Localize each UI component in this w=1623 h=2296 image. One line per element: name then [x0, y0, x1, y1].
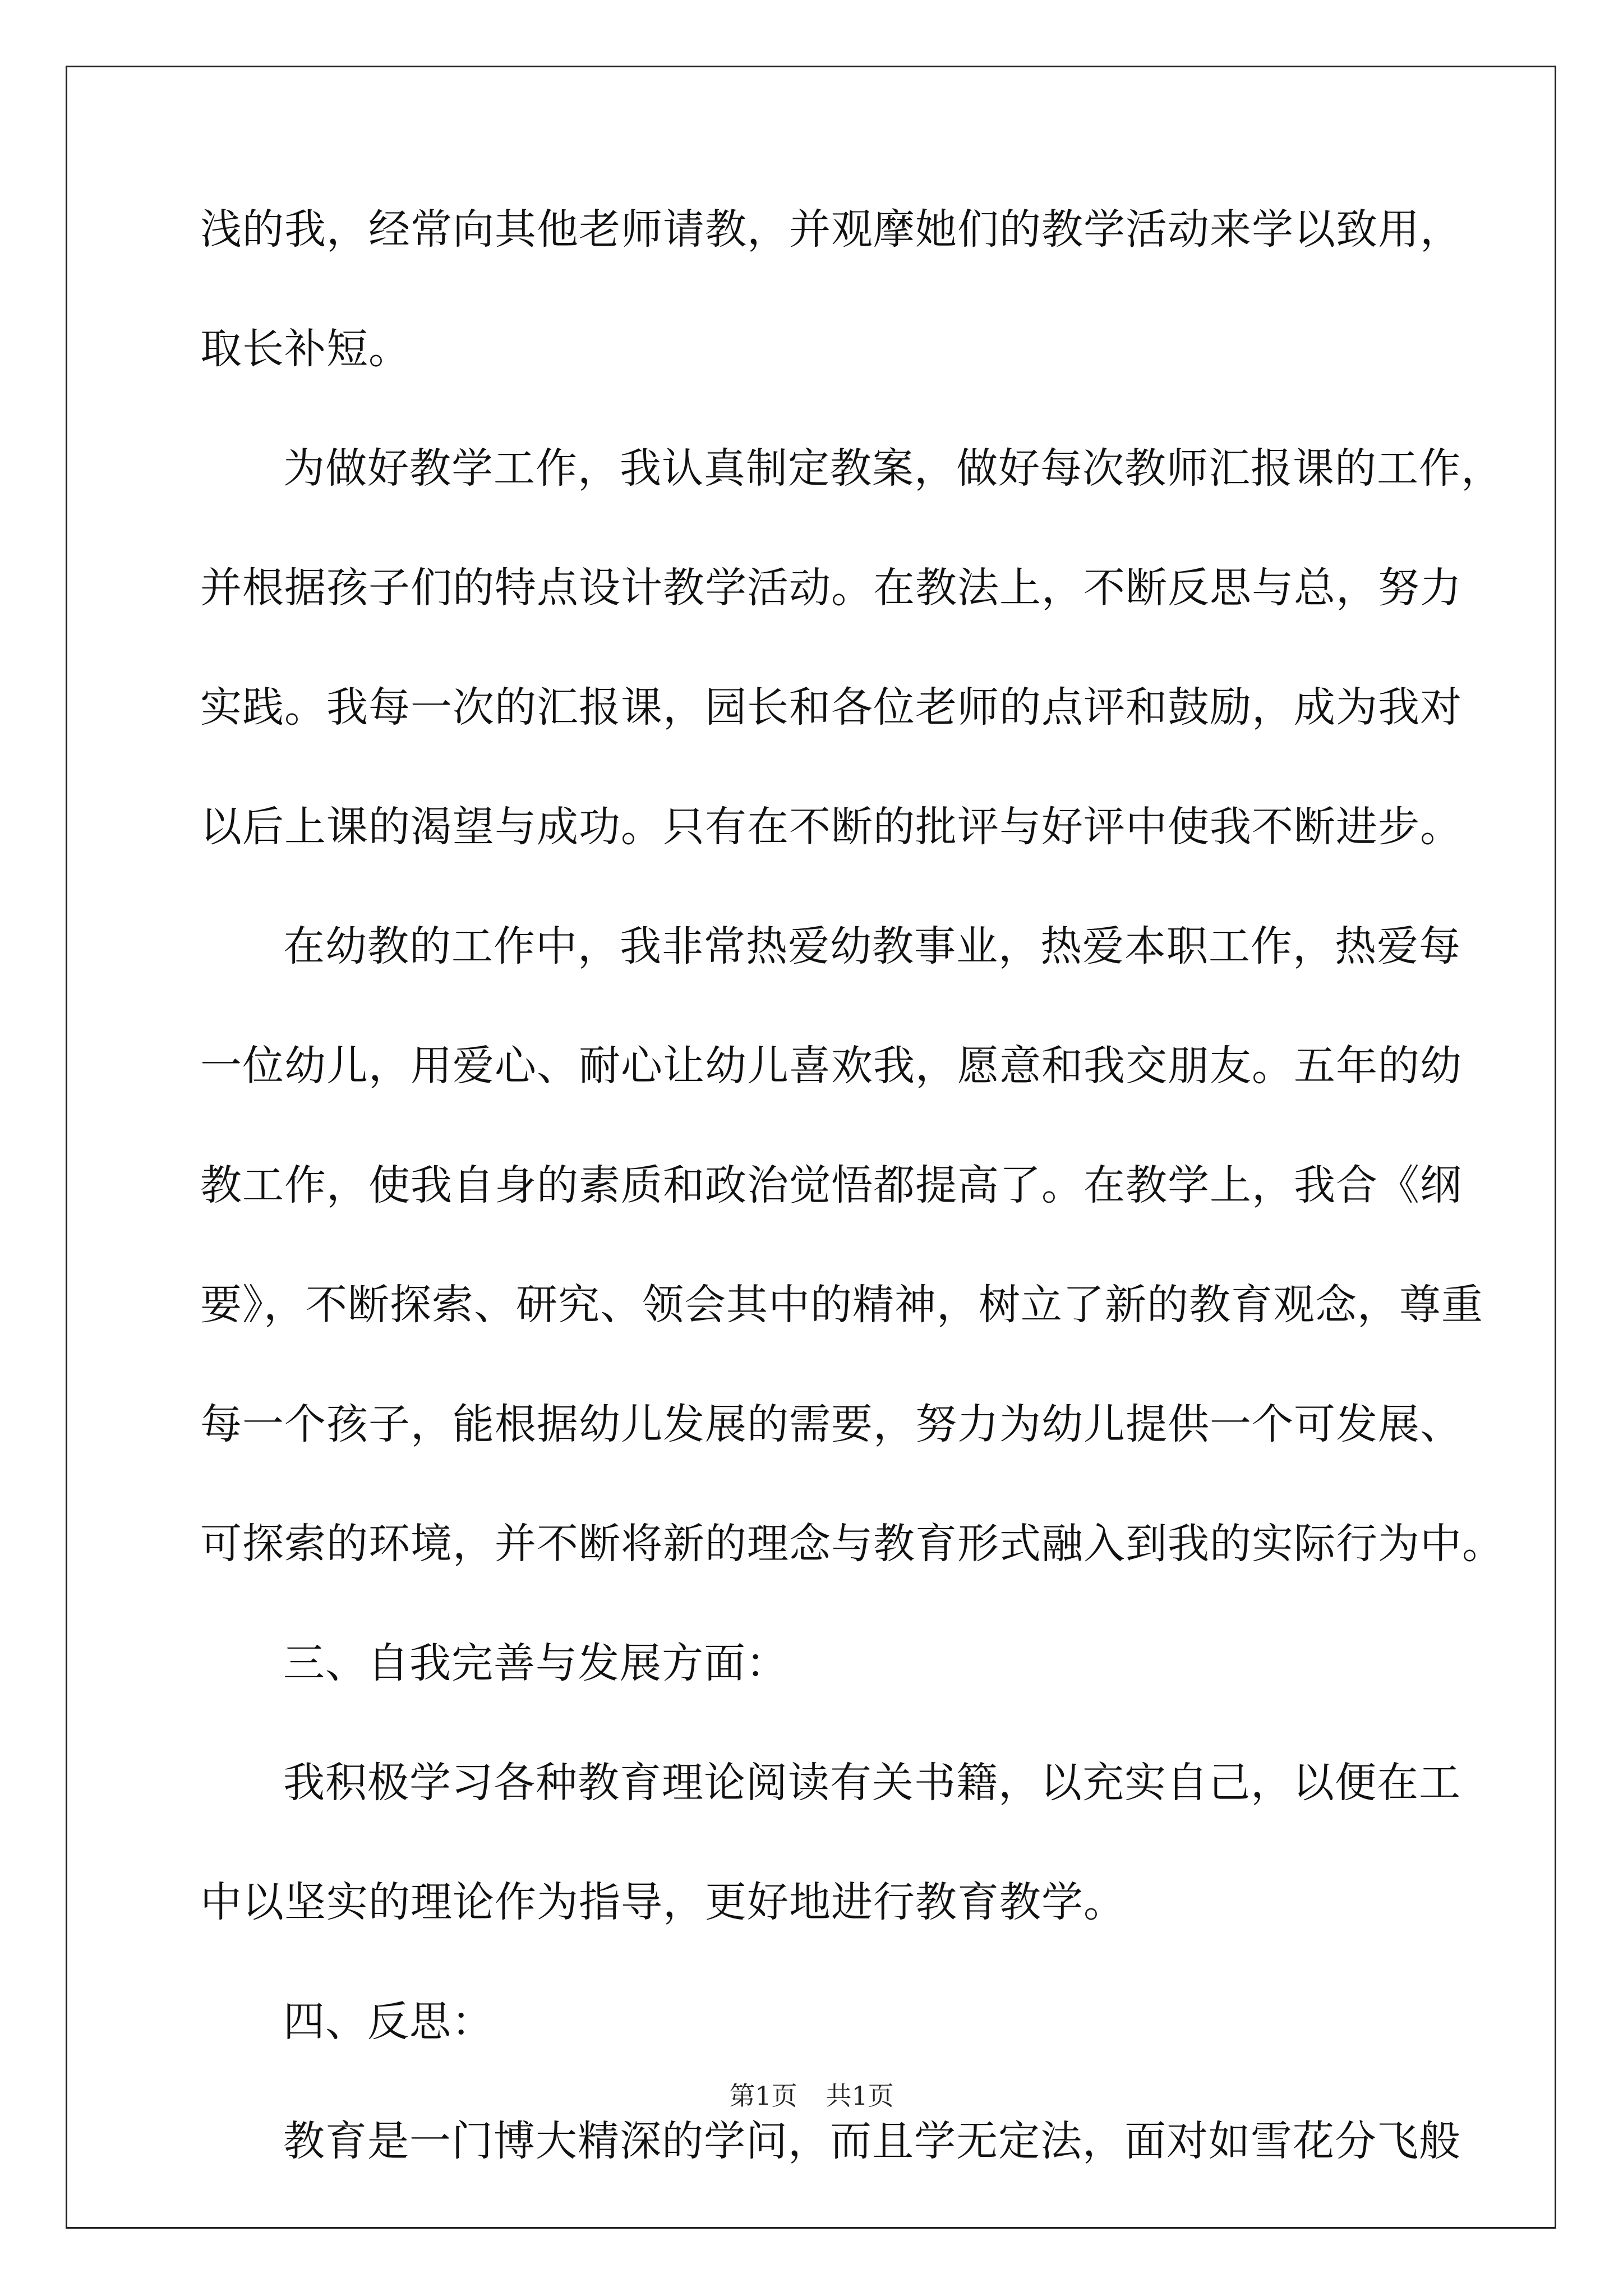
section-heading: 三、自我完善与发展方面：	[283, 1639, 788, 1687]
text-line: 教工作，使我自身的素质和政治觉悟都提高了。在教学上，我合《纲	[200, 1161, 1462, 1209]
page-number: 第1页	[729, 2081, 797, 2111]
text-line: 在幼教的工作中，我非常热爱幼教事业，热爱本职工作，热爱每	[283, 922, 1461, 970]
text-line: 一位幼儿，用爱心、耐心让幼儿喜欢我，愿意和我交朋友。五年的幼	[200, 1042, 1462, 1090]
text-line: 每一个孩子，能根据幼儿发展的需要，努力为幼儿提供一个可发展、	[200, 1400, 1462, 1448]
page-footer	[0, 2076, 1623, 2113]
text-line: 取长补短。	[200, 325, 411, 373]
page-total: 共1页	[826, 2081, 894, 2111]
text-line: 为做好教学工作，我认真制定教案，做好每次教师汇报课的工作，	[283, 444, 1503, 493]
section-heading: 四、反思：	[283, 1998, 494, 2046]
text-line: 可探索的环境，并不断将新的理念与教育形式融入到我的实际行为中。	[200, 1520, 1504, 1568]
text-line: 中以坚实的理论作为指导，更好地进行教育教学。	[200, 1878, 1126, 1926]
text-line: 实践。我每一次的汇报课，园长和各位老师的点评和鼓励，成为我对	[200, 683, 1462, 731]
document-body	[200, 194, 1504, 2225]
text-line: 并根据孩子们的特点设计教学活动。在教法上，不断反思与总，努力	[200, 564, 1462, 612]
text-line: 浅的我，经常向其他老师请教，并观摩她们的教学活动来学以致用，	[200, 205, 1462, 254]
text-line: 我积极学习各种教育理论阅读有关书籍，以充实自己，以便在工	[283, 1759, 1461, 1807]
text-line: 以后上课的渴望与成功。只有在不断的批评与好评中使我不断进步。	[200, 803, 1462, 851]
text-line: 要》，不断探索、研究、领会其中的精神，树立了新的教育观念，尊重	[200, 1281, 1483, 1329]
text-line: 教育是一门博大精深的学问，而且学无定法，面对如雪花分飞般	[283, 2117, 1461, 2165]
